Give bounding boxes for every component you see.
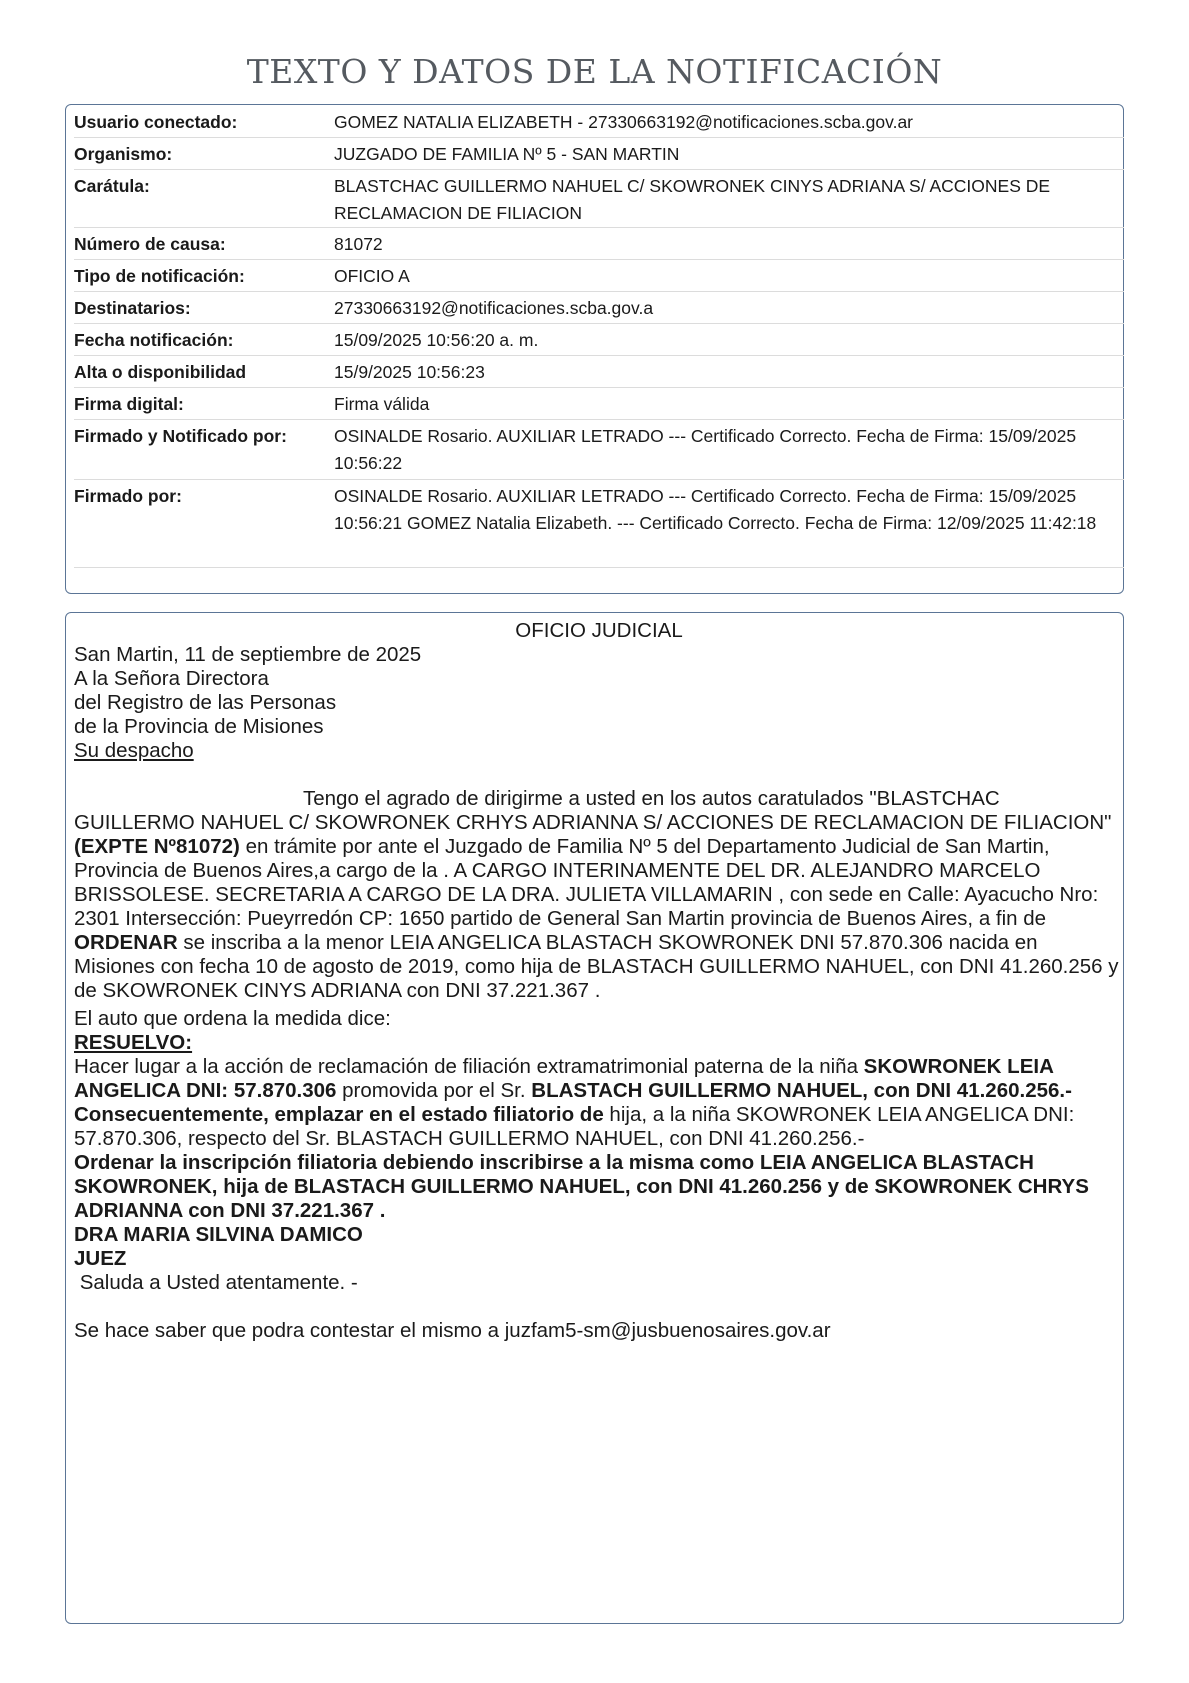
resolution-bold: SKOWRONEK LEIA ANGELICA DNI: 57.870.306 (74, 1055, 1054, 1102)
field-label: Firmado y Notificado por: (74, 426, 287, 446)
body-text: se inscriba a la menor LEIA ANGELICA BLASTACH SKOWRONEK DNI 57.870.306 nacida en Misiones con fecha 10 de agosto de 2019, como hija de BLASTACH GUILLERMO NAHUEL, con DNI 41.260.256 y de SKOWRONEK CINYS ADRIANA con DNI 37.221.367 . (74, 931, 1119, 1002)
ordenar-text: ORDENAR (74, 931, 178, 954)
field-value: JUZGADO DE FAMILIA Nº 5 - SAN MARTIN (334, 144, 680, 164)
resolution-paragraph (74, 1055, 1124, 1103)
field-value: 27330663192@notificaciones.scba.gov.a (334, 298, 654, 318)
field-row-numero-causa (74, 227, 1124, 260)
field-row-firmado-por (74, 479, 1124, 568)
oficio-heading: OFICIO JUDICIAL (515, 619, 683, 642)
field-label: Tipo de notificación: (74, 266, 245, 286)
notification-data-panel (65, 104, 1124, 594)
addressee-line: de la Provincia de Misiones (74, 715, 324, 738)
field-value: 15/9/2025 10:56:23 (334, 362, 485, 382)
field-value: OSINALDE Rosario. AUXILIAR LETRADO --- Certificado Correcto. Fecha de Firma: 15/09/2025 10:56:21 GOMEZ Natalia Elizabeth. --- Certificado Correcto. Fecha de Firma: 12/09/2025 11:42:18 (334, 486, 1097, 533)
resolution-bold: Consecuentemente, emplazar en el estado filiatorio de (74, 1103, 604, 1126)
resolution-text: promovida por el Sr. (336, 1079, 532, 1102)
field-row-alta (74, 355, 1124, 388)
expte-number: (EXPTE Nº81072) (74, 835, 240, 858)
place-date: San Martin, 11 de septiembre de 2025 (74, 643, 422, 666)
field-value: OFICIO A (334, 266, 410, 286)
contact-line: Se hace saber que podra contestar el mismo a juzfam5-sm@jusbuenosaires.gov.ar (74, 1319, 831, 1342)
field-row-fecha-notificacion (74, 323, 1124, 356)
field-row-firmado-notificado (74, 419, 1124, 480)
addressee-line: A la Señora Directora (74, 667, 269, 690)
judge-name: DRA MARIA SILVINA DAMICO (74, 1223, 363, 1246)
salutation: Saluda a Usted atentamente. - (74, 1271, 358, 1294)
field-label: Firmado por: (74, 486, 182, 506)
field-label: Destinatarios: (74, 298, 191, 318)
resuelvo-heading: RESUELVO: (74, 1031, 193, 1054)
field-row-organismo (74, 137, 1124, 170)
page-title: TEXTO Y DATOS DE LA NOTIFICACIÓN (246, 52, 943, 91)
addressee-line: del Registro de las Personas (74, 691, 337, 714)
field-label: Firma digital: (74, 394, 184, 414)
field-label: Usuario conectado: (74, 112, 238, 132)
resolution-paragraph (74, 1103, 1124, 1151)
field-row-destinatarios (74, 291, 1124, 324)
oficio-panel (65, 612, 1124, 1624)
field-label: Organismo: (74, 144, 173, 164)
field-value: 15/09/2025 10:56:20 a. m. (334, 330, 539, 350)
field-label: Carátula: (74, 176, 150, 196)
field-label: Alta o disponibilidad (74, 362, 247, 382)
judge-title: JUEZ (74, 1247, 127, 1270)
field-value: Firma válida (334, 394, 430, 414)
resolution-paragraph: Ordenar la inscripción filiatoria debiendo inscribirse a la misma como LEIA ANGELICA BLASTACH SKOWRONEK, hija de BLASTACH GUILLERMO NAHUEL, con DNI 41.260.256 y de SKOWRONEK CHRYS ADRIANNA con DNI 37.221.367 . (74, 1151, 1089, 1222)
body-text: en trámite por ante el Juzgado de Familia Nº 5 del Departamento Judicial de San Martin, Provincia de Buenos Aires,a cargo de la . A CARGO INTERINAMENTE DEL DR. ALEJANDRO MARCELO BRISSOLESE. SECRETARIA A CARGO DE LA DRA. JULIETA VILLAMARIN , con sede en Calle: Ayacucho Nro: 2301 Intersección: Pueyrredón CP: 1650 partido de General San Martin provincia de Buenos Aires, a fin de (74, 835, 1099, 930)
field-label: Número de causa: (74, 234, 226, 254)
body-text: Tengo el agrado de dirigirme a usted en los autos caratulados "BLASTCHAC GUILLERMO NAHUEL C/ SKOWRONEK CRHYS ADRIANNA S/ ACCIONES DE RECLAMACION DE FILIACION" (74, 787, 1112, 834)
resolution-text: hija, a la niña SKOWRONEK LEIA ANGELICA DNI: 57.870.306, respecto del Sr. BLASTACH GUILLERMO NAHUEL, con DNI 41.260.256.- (74, 1103, 1075, 1150)
field-row-caratula (74, 169, 1124, 228)
oficio-text (74, 613, 1124, 1343)
field-value: 81072 (334, 234, 383, 254)
resolution-bold: BLASTACH GUILLERMO NAHUEL, con DNI 41.260.256.- (531, 1079, 1072, 1102)
field-label: Fecha notificación: (74, 330, 234, 350)
field-row-tipo-notificacion (74, 259, 1124, 292)
field-row-usuario (74, 105, 1124, 138)
field-value: OSINALDE Rosario. AUXILIAR LETRADO --- Certificado Correcto. Fecha de Firma: 15/09/2025 10:56:22 (334, 426, 1077, 473)
field-value: GOMEZ NATALIA ELIZABETH - 27330663192@notificaciones.scba.gov.ar (334, 112, 914, 132)
body-paragraph (74, 787, 1124, 1003)
resolution-text: Hacer lugar a la acción de reclamación de filiación extramatrimonial paterna de la niña (74, 1055, 864, 1078)
addressee-line: Su despacho (74, 739, 194, 762)
auto-line: El auto que ordena la medida dice: (74, 1007, 391, 1030)
field-row-firma-digital (74, 387, 1124, 420)
field-value: BLASTCHAC GUILLERMO NAHUEL C/ SKOWRONEK CINYS ADRIANA S/ ACCIONES DE RECLAMACION DE FILIACION (334, 176, 1051, 223)
